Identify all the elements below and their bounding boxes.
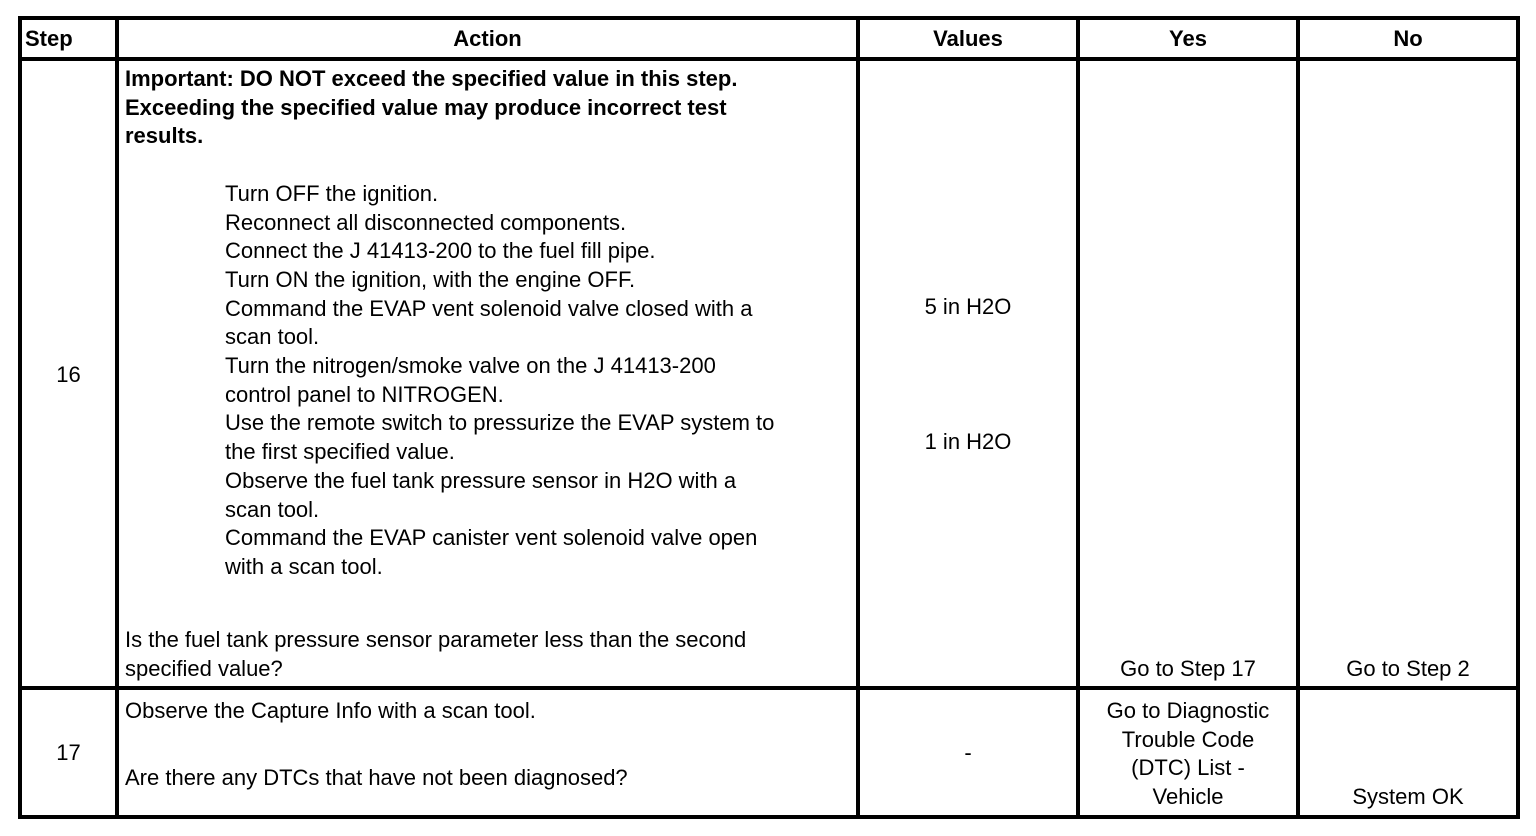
step-17-value: - (964, 740, 972, 765)
column-divider-1 (115, 16, 119, 819)
column-divider-4 (1296, 16, 1300, 819)
important-line: Exceeding the specified value may produce incorrect test (125, 94, 727, 120)
step-17-action: Observe the Capture Info with a scan tool. (125, 698, 536, 723)
header-values: Values (933, 26, 1003, 51)
header-step: Step (25, 26, 73, 51)
yes-line: Vehicle (1152, 784, 1224, 810)
table-border-bottom (18, 815, 1520, 819)
procedure-steps (125, 180, 856, 582)
procedure-line: scan tool. (225, 324, 320, 350)
procedure-line: Connect the J 41413-200 to the fuel fill pipe. (225, 238, 656, 264)
header-divider (18, 57, 1520, 61)
question-line: specified value? (125, 655, 283, 681)
step-16-value-1: 5 in H2O (924, 294, 1012, 319)
procedure-line: Use the remote switch to pressurize the EVAP system to (225, 410, 775, 436)
step-17-question: Are there any DTCs that have not been diagnosed? (125, 765, 628, 790)
procedure-line: Command the EVAP vent solenoid valve closed with a (225, 295, 753, 321)
step-16-no-link[interactable]: Go to Step 2 (1346, 656, 1470, 681)
procedure-line: Command the EVAP canister vent solenoid valve open (225, 525, 758, 551)
step-17-no-result: System OK (1352, 784, 1464, 809)
procedure-line: the first specified value. (225, 439, 455, 465)
step-17-number: 17 (56, 740, 81, 765)
step-16-yes-link[interactable]: Go to Step 17 (1120, 656, 1256, 681)
header-no: No (1393, 26, 1423, 51)
step-16-number: 16 (56, 362, 81, 387)
important-note (125, 65, 856, 151)
important-line: results. (125, 123, 204, 149)
procedure-line: Observe the fuel tank pressure sensor in H2O with a (225, 467, 737, 493)
yes-line: Go to Diagnostic (1106, 698, 1270, 723)
procedure-line: Reconnect all disconnected components. (225, 209, 627, 235)
procedure-line: Turn OFF the ignition. (225, 180, 439, 206)
yes-line: (DTC) List - (1131, 755, 1245, 781)
procedure-line: Turn the nitrogen/smoke valve on the J 41413-200 (225, 353, 716, 379)
header-action: Action (453, 26, 522, 51)
row-divider (18, 686, 1520, 690)
step-16-action (125, 65, 856, 582)
important-line: Important: DO NOT exceed the specified value in this step. (125, 66, 738, 91)
procedure-line: Turn ON the ignition, with the engine OFF. (225, 266, 636, 292)
procedure-line: control panel to NITROGEN. (225, 381, 504, 407)
table-border-right (1516, 16, 1520, 819)
table-border-left (18, 16, 22, 819)
step-16-question (125, 626, 856, 683)
procedure-line: scan tool. (225, 496, 320, 522)
yes-line: Trouble Code (1121, 726, 1255, 752)
step-17-yes-link[interactable] (1080, 697, 1296, 812)
procedure-line: with a scan tool. (225, 553, 383, 579)
question-line: Is the fuel tank pressure sensor parameter less than the second (125, 627, 747, 652)
step-16-value-2: 1 in H2O (924, 429, 1012, 454)
header-yes: Yes (1169, 26, 1207, 51)
column-divider-2 (856, 16, 860, 819)
table-border-top (18, 16, 1520, 20)
